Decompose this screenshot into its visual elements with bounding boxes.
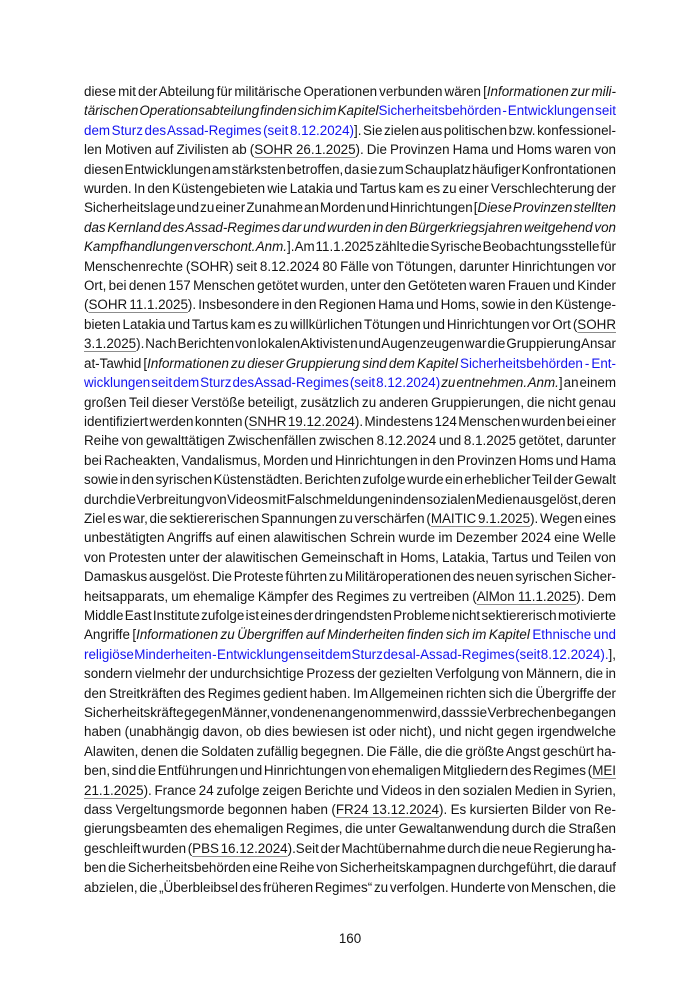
text-segment: ], (608, 646, 616, 662)
text-segment: len Motiven auf Zivilisten ab ( (84, 142, 255, 158)
annotation-italic: Kampfhandlungen verschont. Anm. (84, 239, 287, 255)
text-line-content (84, 297, 616, 312)
text-segment: ). Mindestens 124 Menschen wurden bei einer (354, 413, 617, 429)
text-line-content (84, 647, 616, 662)
text-line (84, 490, 616, 509)
text-segment: Middle East Institute zufolge ist eines der dringendsten Probleme nicht sektiererisch motivierte (84, 607, 616, 623)
text-segment: Alawiten, denen die Soldaten zufällig begegnen. Die Fälle, die die größte Angst geschürt ha- (84, 743, 616, 759)
text-line-content (84, 317, 616, 332)
text-line (84, 684, 616, 703)
text-segment: ben die Sicherheitsbehörden eine Reihe von Sicherheitskampagnen durchgeführt, die darauf (84, 860, 616, 876)
source-citation-link[interactable]: SOHR 26.1.2025 (254, 142, 356, 158)
text-segment: von Protesten unter der alawitischen Gemeinschaft in Homs, Latakia, Tartus und Teilen von (84, 549, 616, 565)
text-segment: diesen Entwicklungen am stärksten betroffen, da sie zum Schauplatz häufiger Konfrontationen (84, 161, 616, 177)
text-segment: heitsapparats, um ehemalige Kämpfer des Regimes zu vertreiben ( (84, 588, 477, 604)
text-segment: ). Die Provinzen Hama und Homs waren von (355, 142, 616, 158)
text-line-content (84, 239, 616, 254)
text-line-content (84, 123, 616, 138)
chapter-link[interactable]: Ethnische und (532, 627, 616, 643)
text-line (84, 257, 616, 276)
text-line (84, 412, 616, 431)
text-segment: identifiziert werden konnten ( (84, 413, 249, 429)
text-line (84, 470, 616, 489)
text-segment: abzielen, die „Überbleibsel des früheren Regimes“ zu verfolgen. Hunderte von Menschen, die (84, 879, 616, 895)
text-segment: Ort, bei denen 157 Menschen getötet wurden, unter den Getöteten waren Frauen und Kinder (84, 278, 616, 294)
text-segment: ] an einem (558, 375, 617, 391)
annotation-italic: Informationen zu Übergriffen auf Minderheiten finden sich im Kapitel (136, 627, 533, 643)
chapter-link[interactable]: dem Sturz des Assad-Regimes (seit 8.12.2024) (84, 122, 355, 138)
text-line-content (84, 511, 616, 526)
source-citation-link[interactable]: FR24 13.12.2024 (335, 802, 440, 818)
text-line-content (84, 356, 616, 371)
text-segment: großen Teil dieser Verstöße beteiligt, zusätzlich zu anderen Gruppierungen, die nicht genau (84, 394, 616, 410)
text-segment: bei Racheakten, Vandalismus, Morden und Hinrichtungen in den Provinzen Homs und Hama (84, 452, 616, 468)
text-line (84, 703, 616, 722)
text-line (84, 101, 616, 120)
text-line (84, 121, 616, 140)
text-line (84, 237, 616, 256)
text-segment: bieten Latakia und Tartus kam es zu willkürlichen Tötungen und Hinrichtungen vor Ort ( (84, 316, 578, 332)
text-line (84, 587, 616, 606)
chapter-link[interactable]: wicklungen seit dem Sturz des Assad-Regimes (seit 8.12.2024) (84, 375, 442, 391)
chapter-link[interactable]: Sicherheitsbehörden - Entwicklungen seit (378, 103, 616, 119)
text-segment: ). France 24 zufolge zeigen Berichte und Videos in den sozialen Medien in Syrien, (143, 782, 616, 798)
text-line (84, 140, 616, 159)
text-line-content (84, 433, 616, 448)
chapter-link[interactable]: Sicherheitsbehörden - Ent- (460, 355, 616, 371)
text-line (84, 664, 616, 683)
text-line (84, 800, 616, 819)
text-segment: ]. Sie zielen aus politischen bzw. konfessionel- (354, 122, 616, 138)
text-segment: sowie in den syrischen Küstenstädten. Berichten zufolge wurde ein erheblicher Teil der Gewalt (84, 472, 616, 488)
text-line-content (84, 763, 616, 778)
annotation-italic: Informationen zur mili- (486, 84, 616, 99)
text-line-content (84, 395, 616, 410)
source-citation-link[interactable]: AlMon 11.1.2025 (476, 588, 577, 604)
text-line (84, 393, 616, 412)
text-segment: at-Tawhid [ (84, 355, 148, 371)
text-segment: ]. Am 11.1.2025 zählte die Syrische Beobachtungsstelle für (287, 239, 616, 255)
text-line-content (84, 589, 616, 604)
text-line-content (84, 666, 616, 681)
text-line (84, 645, 616, 664)
text-segment: Damaskus ausgelöst. Die Proteste führten zu Militäroperationen des neuen syrischen Sicher- (84, 569, 616, 585)
text-line (84, 373, 616, 392)
text-line-content (84, 608, 616, 623)
text-segment: wurden. In den Küstengebieten wie Latakia und Tartus kam es zu einer Verschlechterung der (84, 181, 616, 197)
text-line (84, 567, 616, 586)
text-line (84, 218, 616, 237)
text-line (84, 781, 616, 800)
text-segment: Angriffe [ (84, 627, 137, 643)
text-segment: Sicherheitskräfte gegen Männer, von denen angenommen wird, dass sie Verbrechen begangen (84, 705, 616, 720)
text-segment: diese mit der Abteilung für militärische Operationen verbunden wären [ (84, 84, 487, 99)
text-segment: haben (unabhängig davon, ob dies bewiesen ist oder nicht), und nicht gegen irgendwelche (84, 724, 616, 740)
text-line (84, 878, 616, 897)
text-line-content (84, 880, 616, 895)
text-line (84, 742, 616, 761)
text-line-content (84, 530, 616, 545)
text-segment: ). Nach Berichten von lokalen Aktivisten und Augenzeugen war die Gruppierung Ansar (136, 336, 616, 352)
text-segment: ).Seit der Machtübernahme durch die neue Regierung ha- (287, 840, 616, 856)
text-line-content (84, 705, 616, 720)
text-line-content (84, 550, 616, 565)
text-line-content (84, 627, 616, 642)
text-line (84, 160, 616, 179)
text-line (84, 451, 616, 470)
text-segment: Menschenrechte (SOHR) seit 8.12.2024 80 Fälle von Tötungen, darunter Hinrichtungen vor (84, 258, 616, 274)
text-segment: ben, sind die Entführungen und Hinrichtungen von ehemaligen Mitgliedern des Regimes ( (84, 763, 593, 779)
text-line (84, 179, 616, 198)
text-line (84, 625, 616, 644)
text-line-content (84, 492, 616, 507)
text-line-content (84, 802, 616, 817)
text-segment: ). Wegen eines (530, 510, 616, 526)
text-line-content (84, 821, 616, 836)
text-line (84, 819, 616, 838)
annotation-italic: Diese Provinzen stellten (477, 200, 616, 216)
annotation-italic: tärischen Operationsabteilung finden sich im Kapitel (84, 103, 379, 119)
text-line-content (84, 686, 616, 701)
source-citation-link[interactable]: MAITIC 9.1.2025 (430, 510, 531, 526)
source-citation-link[interactable]: SNHR 19.12.2024 (248, 413, 355, 429)
text-line-content (84, 860, 616, 875)
text-segment: unbestätigten Angriffs auf einen alawitischen Schrein wurde im Dezember 2024 eine Welle (84, 530, 616, 546)
source-citation-link[interactable]: SOHR 11.1.2025 (88, 297, 188, 313)
source-citation-link[interactable]: SOHR (577, 316, 616, 332)
text-line-content (84, 200, 616, 215)
text-line-content (84, 220, 616, 235)
text-segment: sondern vielmehr der undurchsichtige Prozess der gezielten Verfolgung von Männern, die in (84, 666, 616, 682)
annotation-italic: zu entnehmen. Anm. (441, 375, 559, 391)
text-line (84, 839, 616, 858)
source-citation-link[interactable]: MEI (592, 763, 616, 779)
text-line-content (84, 103, 616, 118)
text-line-content (84, 744, 616, 759)
text-line-content (84, 453, 616, 468)
text-segment: Reihe von gewalttätigen Zwischenfällen zwischen 8.12.2024 und 8.1.2025 getötet, darunter (84, 433, 616, 449)
text-line (84, 722, 616, 741)
text-segment: ). Es kursierten Bilder von Re- (439, 802, 617, 818)
text-line (84, 528, 616, 547)
text-line-content (84, 259, 616, 274)
annotation-italic: Informationen zu dieser Gruppierung sind dem Kapitel (147, 355, 461, 371)
text-line (84, 606, 616, 625)
text-segment: Sicherheitslage und zu einer Zunahme an Morden und Hinrichtungen [ (84, 200, 478, 216)
text-line-content (84, 472, 616, 487)
text-segment: dass Vergeltungsmorde begonnen haben ( (84, 802, 336, 818)
text-line-content (84, 783, 616, 798)
text-line-content (84, 278, 616, 293)
text-line (84, 82, 616, 101)
text-line (84, 315, 616, 334)
text-line (84, 548, 616, 567)
text-line (84, 295, 616, 314)
chapter-link[interactable]: religiöse Minderheiten - Entwicklungen seit dem Sturz des al-Assad-Regimes (seit 8.12.2024). (84, 646, 609, 662)
text-segment: gierungsbeamten des ehemaligen Regimes, die unter Gewaltanwendung durch die Straßen (84, 821, 616, 837)
text-segment: ). Insbesondere in den Regionen Hama und Homs, sowie in den Küstenge- (187, 297, 616, 313)
text-line-content (84, 414, 616, 429)
source-citation-link[interactable]: PBS 16.12.2024 (192, 840, 288, 856)
source-citation-link[interactable]: 3.1.2025 (84, 336, 137, 352)
text-line (84, 509, 616, 528)
text-line (84, 858, 616, 877)
text-segment: durch die Verbreitung von Videos mit Falschmeldungen in den sozialen Medien ausgelöst, deren (84, 491, 616, 507)
text-line-content (84, 724, 616, 739)
text-line (84, 276, 616, 295)
text-segment: geschleift wurden ( (84, 840, 193, 856)
text-line-content (84, 162, 616, 177)
annotation-italic: das Kernland des Assad-Regimes dar und wurden in den Bürgerkriegsjahren weitgehend von (84, 219, 616, 235)
text-segment: Ziel es war, die sektiererischen Spannungen zu verschärfen ( (84, 510, 431, 526)
source-citation-link[interactable]: 21.1.2025 (84, 782, 144, 798)
text-line-content (84, 336, 616, 351)
text-line-content (84, 181, 616, 196)
text-line-content (84, 84, 616, 99)
text-line-content (84, 142, 616, 157)
text-line-content (84, 569, 616, 584)
text-line-content (84, 375, 616, 390)
document-text (84, 82, 616, 897)
text-line (84, 354, 616, 373)
text-segment: ). Dem (576, 588, 616, 604)
text-line (84, 431, 616, 450)
text-line (84, 761, 616, 780)
text-segment: ( (84, 297, 89, 313)
text-line-content (84, 841, 616, 856)
text-line (84, 334, 616, 353)
page-number: 160 (338, 931, 362, 946)
text-segment: den Streitkräften des Regimes gedient haben. Im Allgemeinen richten sich die Übergriffe der (84, 685, 616, 701)
text-line (84, 198, 616, 217)
